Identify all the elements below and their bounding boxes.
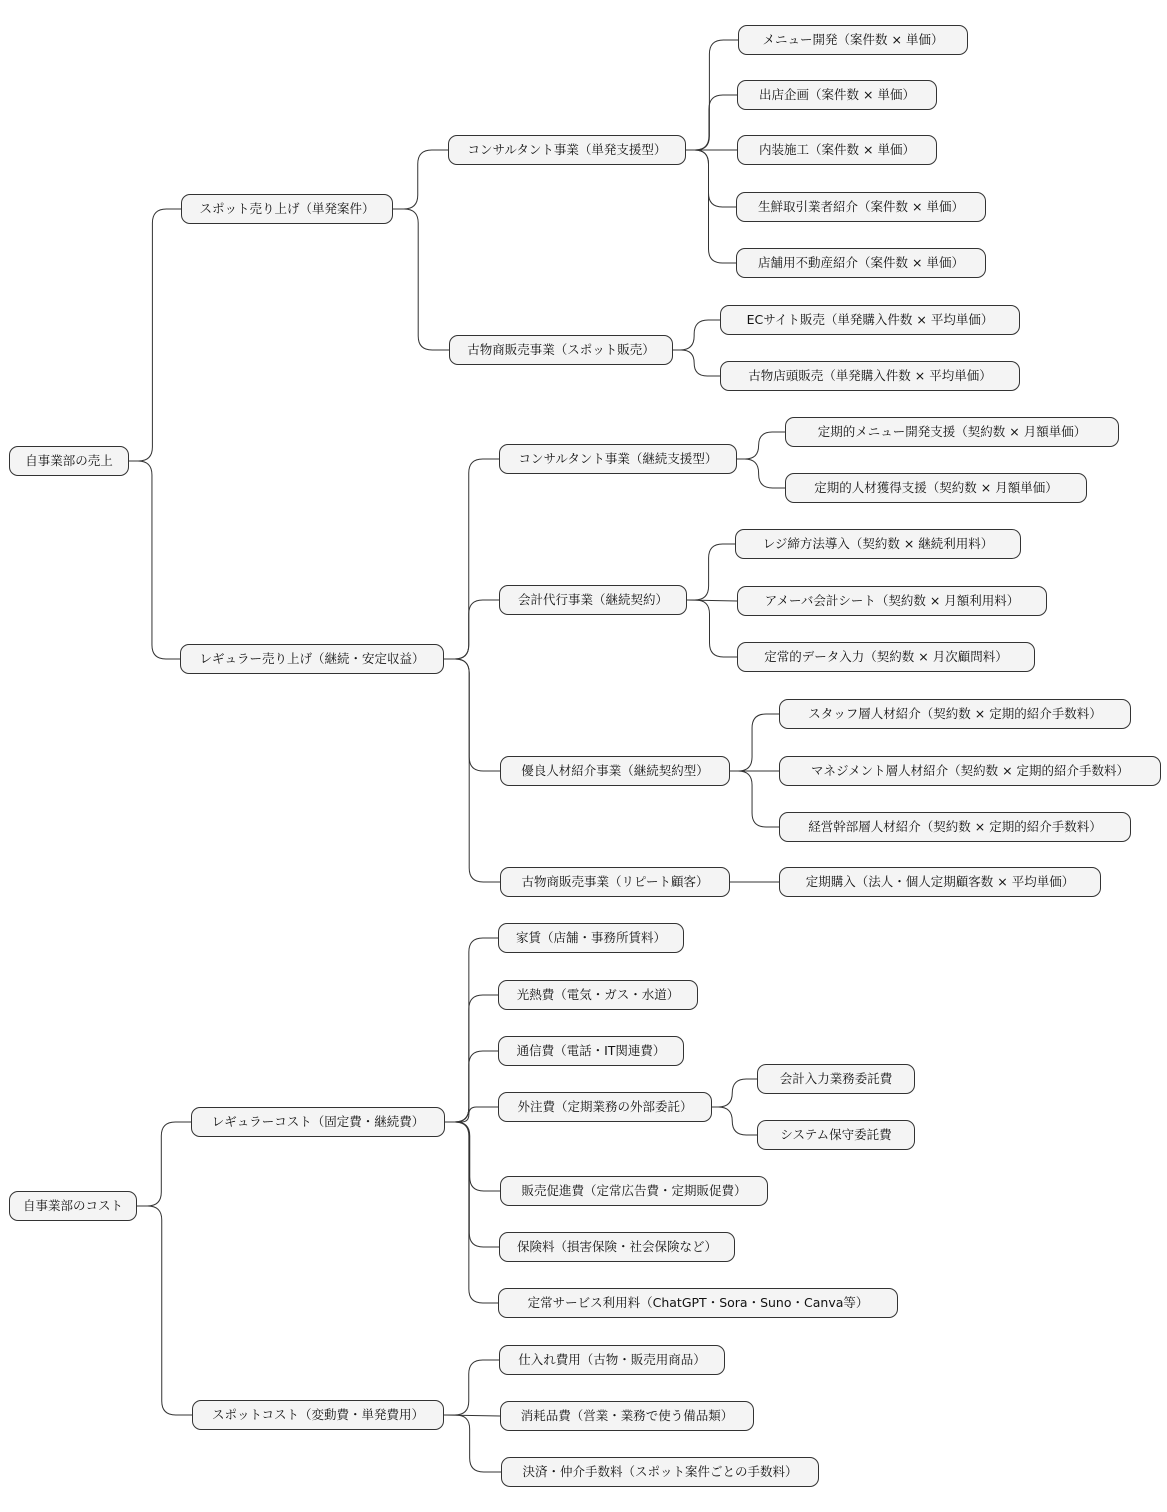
mindmap-node[interactable]: 生鮮取引業者紹介（案件数 × 単価） xyxy=(736,192,986,222)
mindmap-node[interactable]: 古物商販売事業（スポット販売） xyxy=(449,335,673,365)
mindmap-node[interactable]: 定期的人材獲得支援（契約数 × 月額単価） xyxy=(785,473,1087,503)
mindmap-node[interactable]: レギュラーコスト（固定費・継続費） xyxy=(191,1107,445,1137)
mindmap-node[interactable]: 定期購入（法人・個人定期顧客数 × 平均単価） xyxy=(779,867,1101,897)
mindmap-node[interactable]: 自事業部のコスト xyxy=(9,1191,137,1221)
mindmap-node[interactable]: 会計代行事業（継続契約） xyxy=(499,585,687,615)
mindmap-node[interactable]: レジ締方法導入（契約数 × 継続利用料） xyxy=(735,529,1021,559)
mindmap-node[interactable]: 定期的メニュー開発支援（契約数 × 月額単価） xyxy=(785,417,1119,447)
mindmap-edge xyxy=(445,1122,498,1303)
mindmap-node[interactable]: 自事業部の売上 xyxy=(9,446,129,476)
mindmap-node[interactable]: 販売促進費（定常広告費・定期販促費） xyxy=(500,1176,768,1206)
mindmap-edge xyxy=(137,1206,192,1415)
mindmap-node[interactable]: 会計入力業務委託費 xyxy=(757,1064,915,1094)
mindmap-edge xyxy=(712,1107,757,1135)
mindmap-node[interactable]: アメーバ会計シート（契約数 × 月額利用料） xyxy=(737,586,1047,616)
mindmap-node[interactable]: 仕入れ費用（古物・販売用商品） xyxy=(499,1345,725,1375)
mindmap-edge xyxy=(687,600,737,657)
mindmap-edge xyxy=(445,1122,499,1247)
mindmap-edge xyxy=(686,40,738,150)
mindmap-edge xyxy=(737,459,785,488)
mindmap-edge xyxy=(129,209,181,461)
mindmap-edge xyxy=(444,1415,500,1416)
mindmap-node[interactable]: 店舗用不動産紹介（案件数 × 単価） xyxy=(736,248,986,278)
mindmap-edge xyxy=(445,1122,500,1191)
mindmap-edge xyxy=(730,714,779,771)
mindmap-edge xyxy=(686,95,737,150)
mindmap-node[interactable]: マネジメント層人材紹介（契約数 × 定期的紹介手数料） xyxy=(779,756,1161,786)
mindmap-edge xyxy=(686,150,736,207)
mindmap-node[interactable]: コンサルタント事業（継続支援型） xyxy=(499,444,737,474)
mindmap-edge xyxy=(445,1107,498,1122)
mindmap-node[interactable]: ECサイト販売（単発購入件数 × 平均単価） xyxy=(720,305,1020,335)
mindmap-node[interactable]: スタッフ層人材紹介（契約数 × 定期的紹介手数料） xyxy=(779,699,1131,729)
mindmap-node[interactable]: 家賃（店舗・事務所賃料） xyxy=(498,923,684,953)
mindmap-edge xyxy=(687,544,735,600)
mindmap-node[interactable]: 経営幹部層人材紹介（契約数 × 定期的紹介手数料） xyxy=(779,812,1131,842)
mindmap-node[interactable]: 保険料（損害保険・社会保険など） xyxy=(499,1232,735,1262)
mindmap-node[interactable]: 古物店頭販売（単発購入件数 × 平均単価） xyxy=(720,361,1020,391)
mindmap-node[interactable]: 内装施工（案件数 × 単価） xyxy=(737,135,937,165)
mindmap-node[interactable]: スポット売り上げ（単発案件） xyxy=(181,194,393,224)
mindmap-node[interactable]: 外注費（定期業務の外部委託） xyxy=(498,1092,712,1122)
mindmap-edge xyxy=(445,1051,498,1122)
mindmap-edge xyxy=(737,432,785,459)
mindmap-edge xyxy=(444,600,499,659)
mindmap-node[interactable]: 定常的データ入力（契約数 × 月次顧問料） xyxy=(737,642,1035,672)
mindmap-edge xyxy=(129,461,180,659)
mindmap-node[interactable]: 定常サービス利用料（ChatGPT・Sora・Suno・Canva等） xyxy=(498,1288,898,1318)
mindmap-edge xyxy=(393,150,448,209)
mindmap-edge xyxy=(444,1415,501,1472)
mindmap-edge xyxy=(673,320,720,350)
mindmap-node[interactable]: スポットコスト（変動費・単発費用） xyxy=(192,1400,444,1430)
mindmap-node[interactable]: メニュー開発（案件数 × 単価） xyxy=(738,25,968,55)
mindmap-node[interactable]: 決済・仲介手数料（スポット案件ごとの手数料） xyxy=(501,1457,819,1487)
mindmap-edge xyxy=(686,150,736,263)
mindmap-edge xyxy=(445,995,498,1122)
mindmap-node[interactable]: 優良人材紹介事業（継続契約型） xyxy=(500,756,730,786)
mindmap-node[interactable]: コンサルタント事業（単発支援型） xyxy=(448,135,686,165)
mindmap-edge xyxy=(444,659,500,771)
mindmap-edge xyxy=(444,1360,499,1415)
mindmap-edge xyxy=(445,938,498,1122)
mindmap-edge xyxy=(444,459,499,659)
mindmap-edge xyxy=(137,1122,191,1206)
mindmap-node[interactable]: システム保守委託費 xyxy=(757,1120,915,1150)
mindmap-edge xyxy=(730,771,779,827)
mindmap-edge xyxy=(444,659,500,882)
mindmap-node[interactable]: 光熱費（電気・ガス・水道） xyxy=(498,980,698,1010)
mindmap-edge xyxy=(673,350,720,376)
mindmap-edge xyxy=(712,1079,757,1107)
mindmap-node[interactable]: 古物商販売事業（リピート顧客） xyxy=(500,867,730,897)
mindmap-edge xyxy=(393,209,449,350)
mindmap-node[interactable]: 出店企画（案件数 × 単価） xyxy=(737,80,937,110)
mindmap-node[interactable]: 通信費（電話・IT関連費） xyxy=(498,1036,684,1066)
mindmap-node[interactable]: 消耗品費（営業・業務で使う備品類） xyxy=(500,1401,754,1431)
mindmap-node[interactable]: レギュラー売り上げ（継続・安定収益） xyxy=(180,644,444,674)
mindmap-edge xyxy=(687,600,737,601)
